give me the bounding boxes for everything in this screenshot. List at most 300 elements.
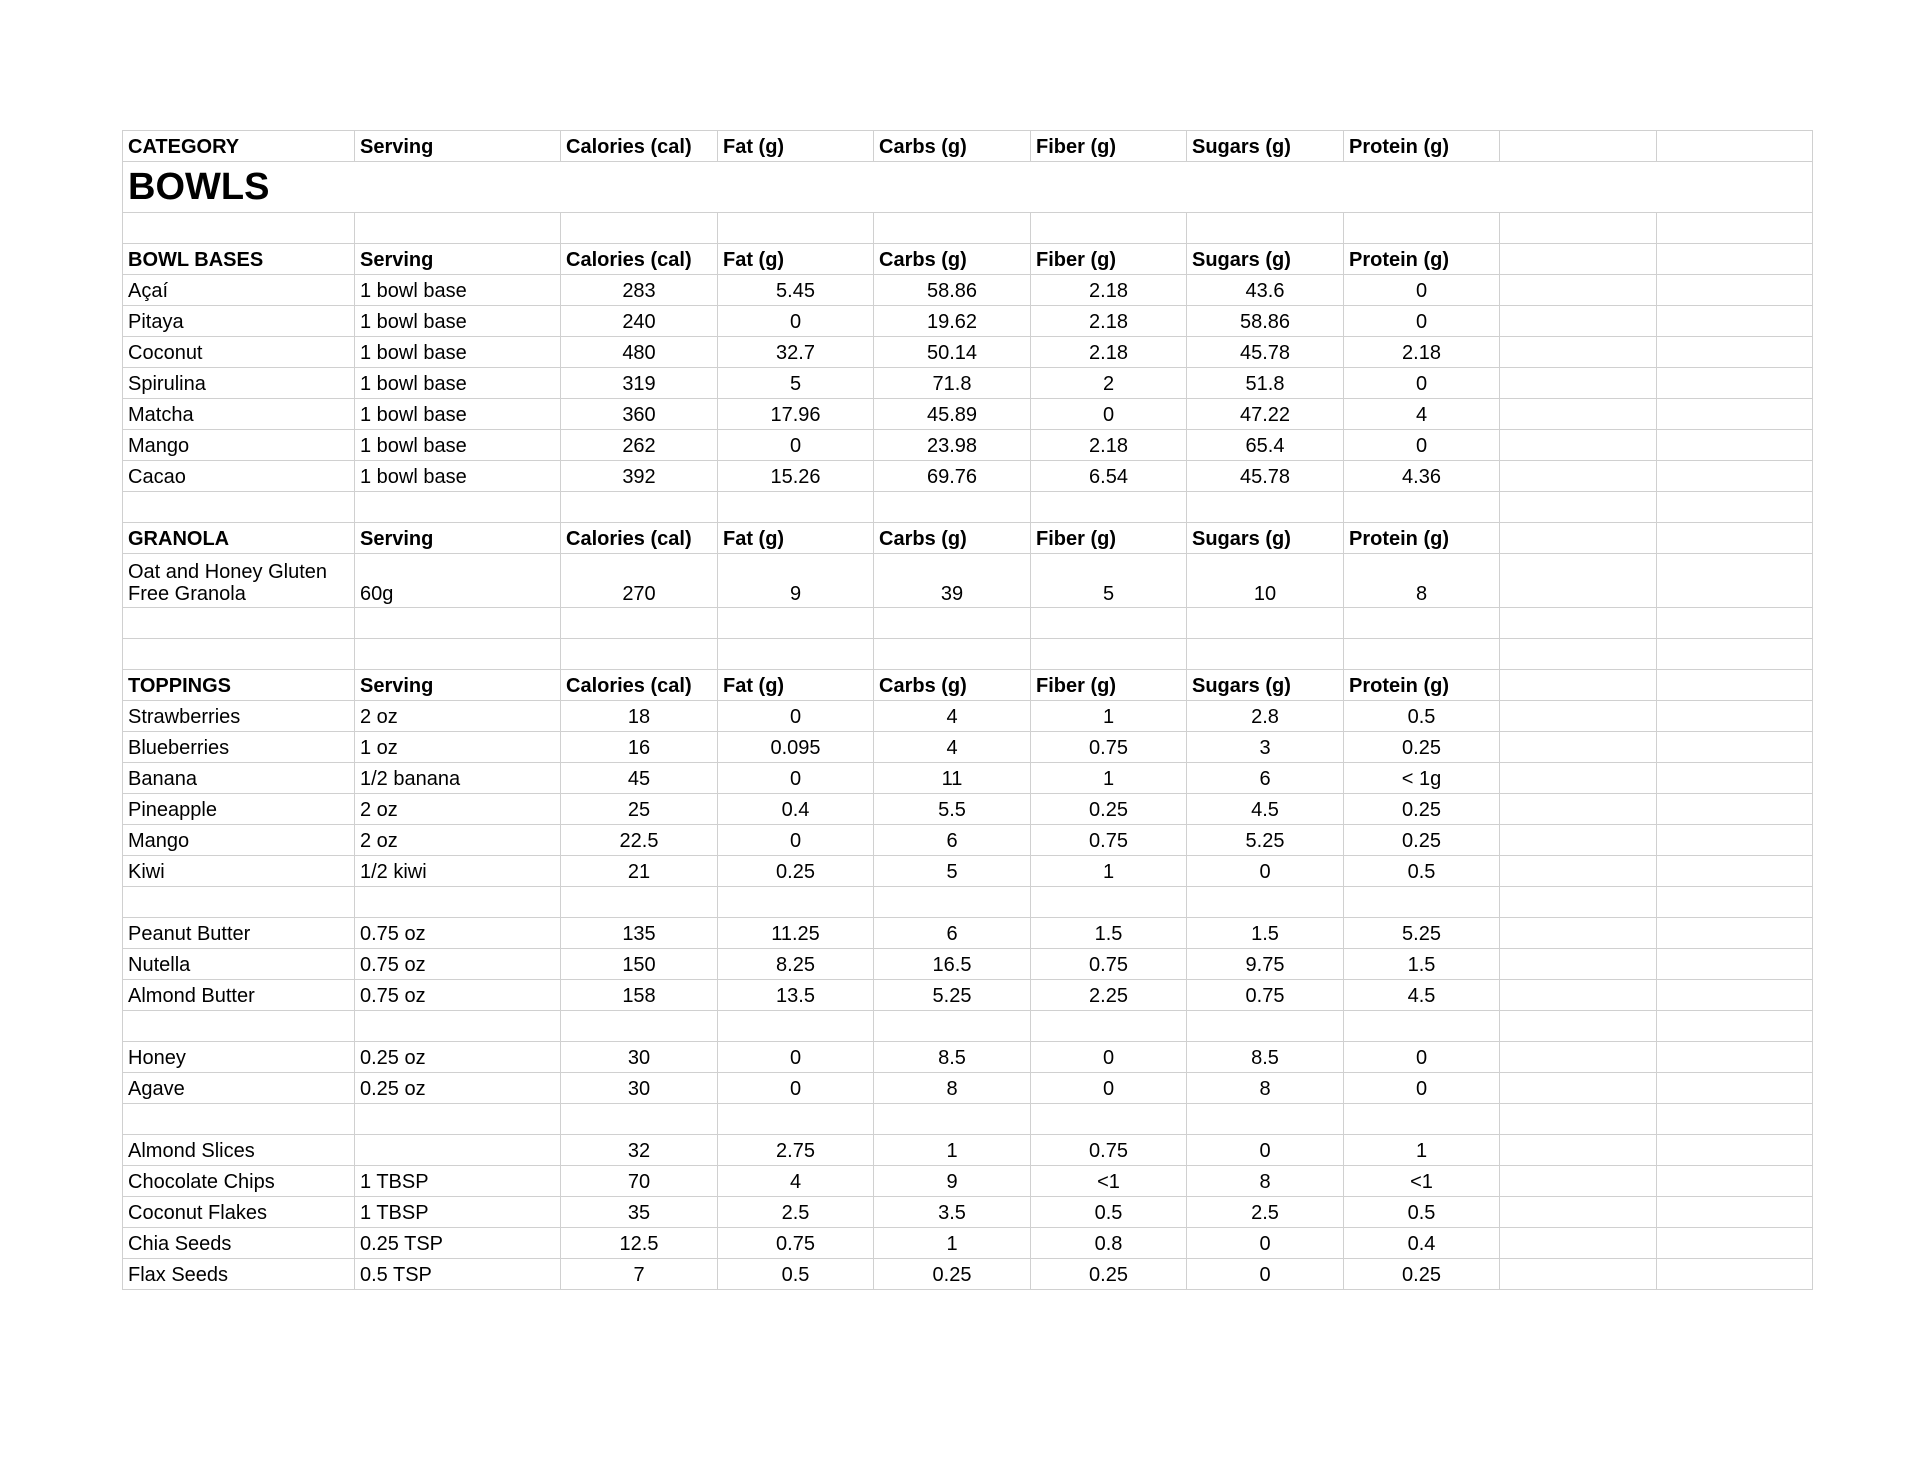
value-cell[interactable] bbox=[1344, 1011, 1500, 1042]
value-cell[interactable]: 22.5 bbox=[561, 825, 718, 856]
value-cell[interactable]: 0.4 bbox=[718, 794, 874, 825]
section-title-cell[interactable]: TOPPINGS bbox=[123, 670, 355, 701]
value-cell[interactable]: 7 bbox=[561, 1259, 718, 1290]
item-name-cell[interactable] bbox=[123, 1011, 355, 1042]
value-cell[interactable]: 30 bbox=[561, 1042, 718, 1073]
value-cell[interactable]: 16 bbox=[561, 732, 718, 763]
value-cell[interactable]: 0.75 bbox=[1031, 1135, 1187, 1166]
value-cell[interactable] bbox=[561, 492, 718, 523]
value-cell[interactable] bbox=[1657, 1135, 1813, 1166]
value-cell[interactable] bbox=[1187, 1011, 1344, 1042]
serving-cell[interactable]: 2 oz bbox=[355, 701, 561, 732]
value-cell[interactable]: 283 bbox=[561, 275, 718, 306]
value-cell[interactable]: 1 bbox=[874, 1228, 1031, 1259]
serving-cell[interactable]: 1 TBSP bbox=[355, 1166, 561, 1197]
value-cell[interactable] bbox=[1500, 949, 1657, 980]
item-name-cell[interactable]: Pineapple bbox=[123, 794, 355, 825]
value-cell[interactable]: 360 bbox=[561, 399, 718, 430]
value-cell[interactable]: 240 bbox=[561, 306, 718, 337]
value-cell[interactable]: 2.18 bbox=[1031, 306, 1187, 337]
value-cell[interactable] bbox=[1187, 608, 1344, 639]
value-cell[interactable]: 0 bbox=[718, 1073, 874, 1104]
value-cell[interactable] bbox=[1500, 399, 1657, 430]
value-cell[interactable]: 8.5 bbox=[874, 1042, 1031, 1073]
value-cell[interactable] bbox=[1657, 492, 1813, 523]
value-cell[interactable] bbox=[1187, 1104, 1344, 1135]
value-cell[interactable] bbox=[1500, 306, 1657, 337]
value-cell[interactable]: 2.5 bbox=[718, 1197, 874, 1228]
column-header-cell[interactable] bbox=[1500, 244, 1657, 275]
value-cell[interactable]: 50.14 bbox=[874, 337, 1031, 368]
item-name-cell[interactable]: Oat and Honey Gluten Free Granola bbox=[123, 554, 355, 608]
section-title-cell[interactable]: CATEGORY bbox=[123, 131, 355, 162]
value-cell[interactable]: 0.25 bbox=[1344, 794, 1500, 825]
value-cell[interactable]: 45.78 bbox=[1187, 461, 1344, 492]
value-cell[interactable]: 13.5 bbox=[718, 980, 874, 1011]
value-cell[interactable]: 1 bbox=[874, 1135, 1031, 1166]
column-header-cell[interactable]: Fiber (g) bbox=[1031, 244, 1187, 275]
column-header-cell[interactable]: Protein (g) bbox=[1344, 670, 1500, 701]
item-name-cell[interactable]: Blueberries bbox=[123, 732, 355, 763]
value-cell[interactable]: 39 bbox=[874, 554, 1031, 608]
value-cell[interactable] bbox=[1500, 368, 1657, 399]
value-cell[interactable] bbox=[561, 887, 718, 918]
column-header-cell[interactable]: Carbs (g) bbox=[874, 131, 1031, 162]
value-cell[interactable]: 0 bbox=[718, 306, 874, 337]
item-name-cell[interactable]: Kiwi bbox=[123, 856, 355, 887]
value-cell[interactable]: 23.98 bbox=[874, 430, 1031, 461]
value-cell[interactable]: 0 bbox=[718, 430, 874, 461]
value-cell[interactable]: 43.6 bbox=[1187, 275, 1344, 306]
value-cell[interactable]: <1 bbox=[1031, 1166, 1187, 1197]
value-cell[interactable]: 6 bbox=[874, 825, 1031, 856]
column-header-cell[interactable]: Protein (g) bbox=[1344, 131, 1500, 162]
column-header-cell[interactable]: Sugars (g) bbox=[1187, 131, 1344, 162]
value-cell[interactable]: 58.86 bbox=[1187, 306, 1344, 337]
value-cell[interactable]: 319 bbox=[561, 368, 718, 399]
serving-cell[interactable] bbox=[355, 492, 561, 523]
value-cell[interactable]: 8.25 bbox=[718, 949, 874, 980]
serving-cell[interactable]: 1 bowl base bbox=[355, 368, 561, 399]
serving-cell[interactable]: 1 oz bbox=[355, 732, 561, 763]
value-cell[interactable] bbox=[1031, 887, 1187, 918]
value-cell[interactable]: 35 bbox=[561, 1197, 718, 1228]
value-cell[interactable]: 4 bbox=[718, 1166, 874, 1197]
item-name-cell[interactable]: Matcha bbox=[123, 399, 355, 430]
serving-cell[interactable] bbox=[355, 213, 561, 244]
value-cell[interactable]: 0 bbox=[1031, 399, 1187, 430]
value-cell[interactable] bbox=[718, 608, 874, 639]
value-cell[interactable] bbox=[1344, 1104, 1500, 1135]
value-cell[interactable]: 5.25 bbox=[1344, 918, 1500, 949]
item-name-cell[interactable]: Mango bbox=[123, 825, 355, 856]
value-cell[interactable] bbox=[1657, 1166, 1813, 1197]
value-cell[interactable]: 3.5 bbox=[874, 1197, 1031, 1228]
serving-cell[interactable]: 0.25 oz bbox=[355, 1042, 561, 1073]
serving-cell[interactable]: 1 bowl base bbox=[355, 275, 561, 306]
column-header-cell[interactable]: Serving bbox=[355, 523, 561, 554]
value-cell[interactable]: 0 bbox=[1187, 856, 1344, 887]
value-cell[interactable] bbox=[1657, 763, 1813, 794]
value-cell[interactable]: 2.75 bbox=[718, 1135, 874, 1166]
serving-cell[interactable]: 1 bowl base bbox=[355, 430, 561, 461]
value-cell[interactable] bbox=[561, 639, 718, 670]
column-header-cell[interactable]: Sugars (g) bbox=[1187, 670, 1344, 701]
value-cell[interactable]: 158 bbox=[561, 980, 718, 1011]
value-cell[interactable] bbox=[1187, 492, 1344, 523]
value-cell[interactable]: 9.75 bbox=[1187, 949, 1344, 980]
column-header-cell[interactable]: Sugars (g) bbox=[1187, 523, 1344, 554]
column-header-cell[interactable] bbox=[1500, 131, 1657, 162]
column-header-cell[interactable] bbox=[1500, 670, 1657, 701]
item-name-cell[interactable]: Coconut bbox=[123, 337, 355, 368]
value-cell[interactable] bbox=[1500, 732, 1657, 763]
value-cell[interactable] bbox=[1657, 1228, 1813, 1259]
item-name-cell[interactable] bbox=[123, 608, 355, 639]
value-cell[interactable]: 5.25 bbox=[1187, 825, 1344, 856]
value-cell[interactable] bbox=[1657, 732, 1813, 763]
value-cell[interactable]: 0.25 bbox=[1344, 1259, 1500, 1290]
value-cell[interactable]: 1 bbox=[1031, 856, 1187, 887]
value-cell[interactable] bbox=[1657, 639, 1813, 670]
value-cell[interactable] bbox=[1500, 608, 1657, 639]
value-cell[interactable]: 0 bbox=[718, 701, 874, 732]
serving-cell[interactable]: 1 bowl base bbox=[355, 461, 561, 492]
column-header-cell[interactable]: Calories (cal) bbox=[561, 244, 718, 275]
serving-cell[interactable] bbox=[355, 1104, 561, 1135]
column-header-cell[interactable]: Protein (g) bbox=[1344, 523, 1500, 554]
value-cell[interactable]: 480 bbox=[561, 337, 718, 368]
value-cell[interactable]: 1 bbox=[1031, 763, 1187, 794]
value-cell[interactable]: 71.8 bbox=[874, 368, 1031, 399]
value-cell[interactable] bbox=[561, 1011, 718, 1042]
value-cell[interactable] bbox=[1657, 213, 1813, 244]
value-cell[interactable] bbox=[1500, 430, 1657, 461]
serving-cell[interactable]: 1 bowl base bbox=[355, 399, 561, 430]
column-header-cell[interactable]: Protein (g) bbox=[1344, 244, 1500, 275]
value-cell[interactable] bbox=[1031, 492, 1187, 523]
value-cell[interactable]: 1.5 bbox=[1344, 949, 1500, 980]
value-cell[interactable]: 6 bbox=[1187, 763, 1344, 794]
value-cell[interactable] bbox=[1187, 887, 1344, 918]
column-header-cell[interactable] bbox=[1657, 523, 1813, 554]
column-header-cell[interactable] bbox=[1657, 244, 1813, 275]
value-cell[interactable]: 0.75 bbox=[718, 1228, 874, 1259]
value-cell[interactable]: 0.5 bbox=[1344, 856, 1500, 887]
serving-cell[interactable] bbox=[355, 608, 561, 639]
value-cell[interactable] bbox=[1657, 368, 1813, 399]
value-cell[interactable]: 11.25 bbox=[718, 918, 874, 949]
column-header-cell[interactable]: Carbs (g) bbox=[874, 670, 1031, 701]
value-cell[interactable] bbox=[1657, 1073, 1813, 1104]
serving-cell[interactable]: 2 oz bbox=[355, 794, 561, 825]
item-name-cell[interactable]: Spirulina bbox=[123, 368, 355, 399]
value-cell[interactable]: 0 bbox=[1187, 1228, 1344, 1259]
value-cell[interactable]: 0.75 bbox=[1031, 732, 1187, 763]
value-cell[interactable]: 1 bbox=[1344, 1135, 1500, 1166]
serving-cell[interactable]: 1 bowl base bbox=[355, 337, 561, 368]
value-cell[interactable]: 0.095 bbox=[718, 732, 874, 763]
value-cell[interactable]: 0 bbox=[1344, 1073, 1500, 1104]
value-cell[interactable] bbox=[1657, 980, 1813, 1011]
value-cell[interactable]: 65.4 bbox=[1187, 430, 1344, 461]
value-cell[interactable] bbox=[718, 887, 874, 918]
value-cell[interactable]: 12.5 bbox=[561, 1228, 718, 1259]
value-cell[interactable]: 0.25 bbox=[1344, 732, 1500, 763]
serving-cell[interactable]: 2 oz bbox=[355, 825, 561, 856]
value-cell[interactable]: 0 bbox=[1344, 430, 1500, 461]
value-cell[interactable]: 8 bbox=[874, 1073, 1031, 1104]
value-cell[interactable]: 8 bbox=[1187, 1166, 1344, 1197]
value-cell[interactable]: 4.36 bbox=[1344, 461, 1500, 492]
value-cell[interactable] bbox=[1500, 763, 1657, 794]
value-cell[interactable] bbox=[1500, 980, 1657, 1011]
value-cell[interactable]: 0 bbox=[1187, 1135, 1344, 1166]
value-cell[interactable]: 15.26 bbox=[718, 461, 874, 492]
value-cell[interactable] bbox=[1500, 1011, 1657, 1042]
column-header-cell[interactable]: Calories (cal) bbox=[561, 523, 718, 554]
value-cell[interactable]: 0 bbox=[1344, 306, 1500, 337]
value-cell[interactable]: 11 bbox=[874, 763, 1031, 794]
item-name-cell[interactable]: Almond Slices bbox=[123, 1135, 355, 1166]
column-header-cell[interactable]: Carbs (g) bbox=[874, 244, 1031, 275]
value-cell[interactable] bbox=[874, 608, 1031, 639]
value-cell[interactable] bbox=[1500, 887, 1657, 918]
column-header-cell[interactable]: Fat (g) bbox=[718, 131, 874, 162]
section-title-cell[interactable]: GRANOLA bbox=[123, 523, 355, 554]
value-cell[interactable] bbox=[1344, 492, 1500, 523]
value-cell[interactable] bbox=[1657, 554, 1813, 608]
value-cell[interactable]: 1.5 bbox=[1187, 918, 1344, 949]
serving-cell[interactable]: 0.75 oz bbox=[355, 980, 561, 1011]
value-cell[interactable]: 0.25 bbox=[874, 1259, 1031, 1290]
value-cell[interactable]: 25 bbox=[561, 794, 718, 825]
item-name-cell[interactable]: Peanut Butter bbox=[123, 918, 355, 949]
value-cell[interactable] bbox=[1500, 554, 1657, 608]
column-header-cell[interactable]: Fat (g) bbox=[718, 244, 874, 275]
value-cell[interactable] bbox=[1500, 1166, 1657, 1197]
value-cell[interactable]: 0 bbox=[1344, 275, 1500, 306]
value-cell[interactable] bbox=[1187, 639, 1344, 670]
value-cell[interactable]: 0 bbox=[1031, 1073, 1187, 1104]
value-cell[interactable] bbox=[1500, 1073, 1657, 1104]
value-cell[interactable]: <1 bbox=[1344, 1166, 1500, 1197]
value-cell[interactable] bbox=[1657, 949, 1813, 980]
item-name-cell[interactable]: Strawberries bbox=[123, 701, 355, 732]
serving-cell[interactable]: 1 TBSP bbox=[355, 1197, 561, 1228]
value-cell[interactable] bbox=[1657, 1104, 1813, 1135]
value-cell[interactable] bbox=[561, 213, 718, 244]
value-cell[interactable]: 51.8 bbox=[1187, 368, 1344, 399]
value-cell[interactable]: 17.96 bbox=[718, 399, 874, 430]
serving-cell[interactable]: 1/2 kiwi bbox=[355, 856, 561, 887]
value-cell[interactable] bbox=[1031, 1011, 1187, 1042]
page-title[interactable]: BOWLS bbox=[123, 162, 1813, 213]
value-cell[interactable]: 135 bbox=[561, 918, 718, 949]
value-cell[interactable]: < 1g bbox=[1344, 763, 1500, 794]
item-name-cell[interactable]: Banana bbox=[123, 763, 355, 794]
value-cell[interactable] bbox=[1657, 430, 1813, 461]
value-cell[interactable]: 45 bbox=[561, 763, 718, 794]
item-name-cell[interactable]: Cacao bbox=[123, 461, 355, 492]
value-cell[interactable]: 1.5 bbox=[1031, 918, 1187, 949]
value-cell[interactable]: 0.75 bbox=[1031, 949, 1187, 980]
value-cell[interactable] bbox=[1500, 701, 1657, 732]
column-header-cell[interactable]: Sugars (g) bbox=[1187, 244, 1344, 275]
item-name-cell[interactable] bbox=[123, 887, 355, 918]
column-header-cell[interactable]: Serving bbox=[355, 244, 561, 275]
value-cell[interactable] bbox=[718, 639, 874, 670]
value-cell[interactable]: 47.22 bbox=[1187, 399, 1344, 430]
value-cell[interactable]: 0.8 bbox=[1031, 1228, 1187, 1259]
value-cell[interactable]: 0.75 bbox=[1187, 980, 1344, 1011]
serving-cell[interactable] bbox=[355, 887, 561, 918]
value-cell[interactable] bbox=[874, 1011, 1031, 1042]
item-name-cell[interactable]: Nutella bbox=[123, 949, 355, 980]
column-header-cell[interactable]: Serving bbox=[355, 670, 561, 701]
item-name-cell[interactable]: Pitaya bbox=[123, 306, 355, 337]
value-cell[interactable]: 10 bbox=[1187, 554, 1344, 608]
item-name-cell[interactable]: Almond Butter bbox=[123, 980, 355, 1011]
item-name-cell[interactable]: Açaí bbox=[123, 275, 355, 306]
value-cell[interactable]: 70 bbox=[561, 1166, 718, 1197]
value-cell[interactable]: 0.25 bbox=[1031, 1259, 1187, 1290]
value-cell[interactable]: 5.5 bbox=[874, 794, 1031, 825]
serving-cell[interactable]: 1/2 banana bbox=[355, 763, 561, 794]
value-cell[interactable] bbox=[874, 213, 1031, 244]
item-name-cell[interactable]: Chocolate Chips bbox=[123, 1166, 355, 1197]
value-cell[interactable]: 8.5 bbox=[1187, 1042, 1344, 1073]
item-name-cell[interactable] bbox=[123, 639, 355, 670]
value-cell[interactable] bbox=[1500, 461, 1657, 492]
value-cell[interactable] bbox=[561, 608, 718, 639]
column-header-cell[interactable] bbox=[1657, 670, 1813, 701]
column-header-cell[interactable]: Serving bbox=[355, 131, 561, 162]
value-cell[interactable]: 2.18 bbox=[1344, 337, 1500, 368]
value-cell[interactable] bbox=[1031, 608, 1187, 639]
column-header-cell[interactable]: Fiber (g) bbox=[1031, 131, 1187, 162]
value-cell[interactable] bbox=[1500, 337, 1657, 368]
item-name-cell[interactable] bbox=[123, 492, 355, 523]
value-cell[interactable]: 6 bbox=[874, 918, 1031, 949]
value-cell[interactable] bbox=[1657, 701, 1813, 732]
value-cell[interactable] bbox=[1657, 887, 1813, 918]
value-cell[interactable]: 270 bbox=[561, 554, 718, 608]
value-cell[interactable]: 69.76 bbox=[874, 461, 1031, 492]
value-cell[interactable]: 150 bbox=[561, 949, 718, 980]
value-cell[interactable] bbox=[1657, 1259, 1813, 1290]
column-header-cell[interactable]: Fiber (g) bbox=[1031, 523, 1187, 554]
value-cell[interactable]: 2.8 bbox=[1187, 701, 1344, 732]
serving-cell[interactable] bbox=[355, 639, 561, 670]
value-cell[interactable]: 392 bbox=[561, 461, 718, 492]
value-cell[interactable]: 5 bbox=[718, 368, 874, 399]
value-cell[interactable] bbox=[1657, 275, 1813, 306]
column-header-cell[interactable] bbox=[1657, 131, 1813, 162]
value-cell[interactable]: 0.75 bbox=[1031, 825, 1187, 856]
value-cell[interactable]: 32.7 bbox=[718, 337, 874, 368]
serving-cell[interactable]: 0.25 oz bbox=[355, 1073, 561, 1104]
value-cell[interactable]: 0.25 bbox=[1031, 794, 1187, 825]
value-cell[interactable]: 0.5 bbox=[1344, 1197, 1500, 1228]
value-cell[interactable]: 262 bbox=[561, 430, 718, 461]
section-title-cell[interactable]: BOWL BASES bbox=[123, 244, 355, 275]
value-cell[interactable]: 0.5 bbox=[718, 1259, 874, 1290]
value-cell[interactable]: 0.5 bbox=[1031, 1197, 1187, 1228]
column-header-cell[interactable]: Fat (g) bbox=[718, 670, 874, 701]
value-cell[interactable]: 2.25 bbox=[1031, 980, 1187, 1011]
value-cell[interactable] bbox=[1344, 887, 1500, 918]
value-cell[interactable] bbox=[1500, 918, 1657, 949]
value-cell[interactable]: 30 bbox=[561, 1073, 718, 1104]
value-cell[interactable]: 9 bbox=[718, 554, 874, 608]
value-cell[interactable] bbox=[1657, 306, 1813, 337]
value-cell[interactable] bbox=[561, 1104, 718, 1135]
value-cell[interactable]: 4 bbox=[874, 701, 1031, 732]
value-cell[interactable]: 8 bbox=[1187, 1073, 1344, 1104]
value-cell[interactable]: 4 bbox=[874, 732, 1031, 763]
value-cell[interactable] bbox=[1657, 337, 1813, 368]
value-cell[interactable] bbox=[1657, 608, 1813, 639]
value-cell[interactable]: 58.86 bbox=[874, 275, 1031, 306]
value-cell[interactable]: 19.62 bbox=[874, 306, 1031, 337]
value-cell[interactable] bbox=[1500, 1228, 1657, 1259]
value-cell[interactable] bbox=[1500, 825, 1657, 856]
value-cell[interactable]: 0 bbox=[1031, 1042, 1187, 1073]
value-cell[interactable]: 21 bbox=[561, 856, 718, 887]
value-cell[interactable]: 0 bbox=[1344, 368, 1500, 399]
serving-cell[interactable]: 1 bowl base bbox=[355, 306, 561, 337]
value-cell[interactable] bbox=[1657, 918, 1813, 949]
value-cell[interactable] bbox=[1657, 856, 1813, 887]
value-cell[interactable]: 3 bbox=[1187, 732, 1344, 763]
value-cell[interactable] bbox=[1500, 1197, 1657, 1228]
value-cell[interactable]: 16.5 bbox=[874, 949, 1031, 980]
item-name-cell[interactable] bbox=[123, 213, 355, 244]
value-cell[interactable] bbox=[1500, 1104, 1657, 1135]
value-cell[interactable]: 32 bbox=[561, 1135, 718, 1166]
value-cell[interactable] bbox=[1657, 461, 1813, 492]
value-cell[interactable] bbox=[1344, 639, 1500, 670]
value-cell[interactable] bbox=[874, 639, 1031, 670]
value-cell[interactable] bbox=[1500, 275, 1657, 306]
value-cell[interactable] bbox=[1344, 213, 1500, 244]
value-cell[interactable] bbox=[718, 1104, 874, 1135]
value-cell[interactable]: 9 bbox=[874, 1166, 1031, 1197]
serving-cell[interactable] bbox=[355, 1011, 561, 1042]
value-cell[interactable]: 0.25 bbox=[1344, 825, 1500, 856]
value-cell[interactable]: 0 bbox=[718, 1042, 874, 1073]
value-cell[interactable]: 6.54 bbox=[1031, 461, 1187, 492]
column-header-cell[interactable]: Carbs (g) bbox=[874, 523, 1031, 554]
value-cell[interactable]: 4.5 bbox=[1187, 794, 1344, 825]
column-header-cell[interactable]: Fat (g) bbox=[718, 523, 874, 554]
value-cell[interactable] bbox=[1657, 1197, 1813, 1228]
serving-cell[interactable]: 0.5 TSP bbox=[355, 1259, 561, 1290]
value-cell[interactable] bbox=[1500, 1259, 1657, 1290]
value-cell[interactable]: 5.45 bbox=[718, 275, 874, 306]
value-cell[interactable] bbox=[874, 1104, 1031, 1135]
value-cell[interactable]: 2.18 bbox=[1031, 337, 1187, 368]
value-cell[interactable]: 4 bbox=[1344, 399, 1500, 430]
value-cell[interactable] bbox=[1657, 825, 1813, 856]
value-cell[interactable] bbox=[1657, 399, 1813, 430]
value-cell[interactable]: 8 bbox=[1344, 554, 1500, 608]
value-cell[interactable] bbox=[874, 887, 1031, 918]
column-header-cell[interactable] bbox=[1500, 523, 1657, 554]
value-cell[interactable] bbox=[1500, 639, 1657, 670]
item-name-cell[interactable]: Coconut Flakes bbox=[123, 1197, 355, 1228]
